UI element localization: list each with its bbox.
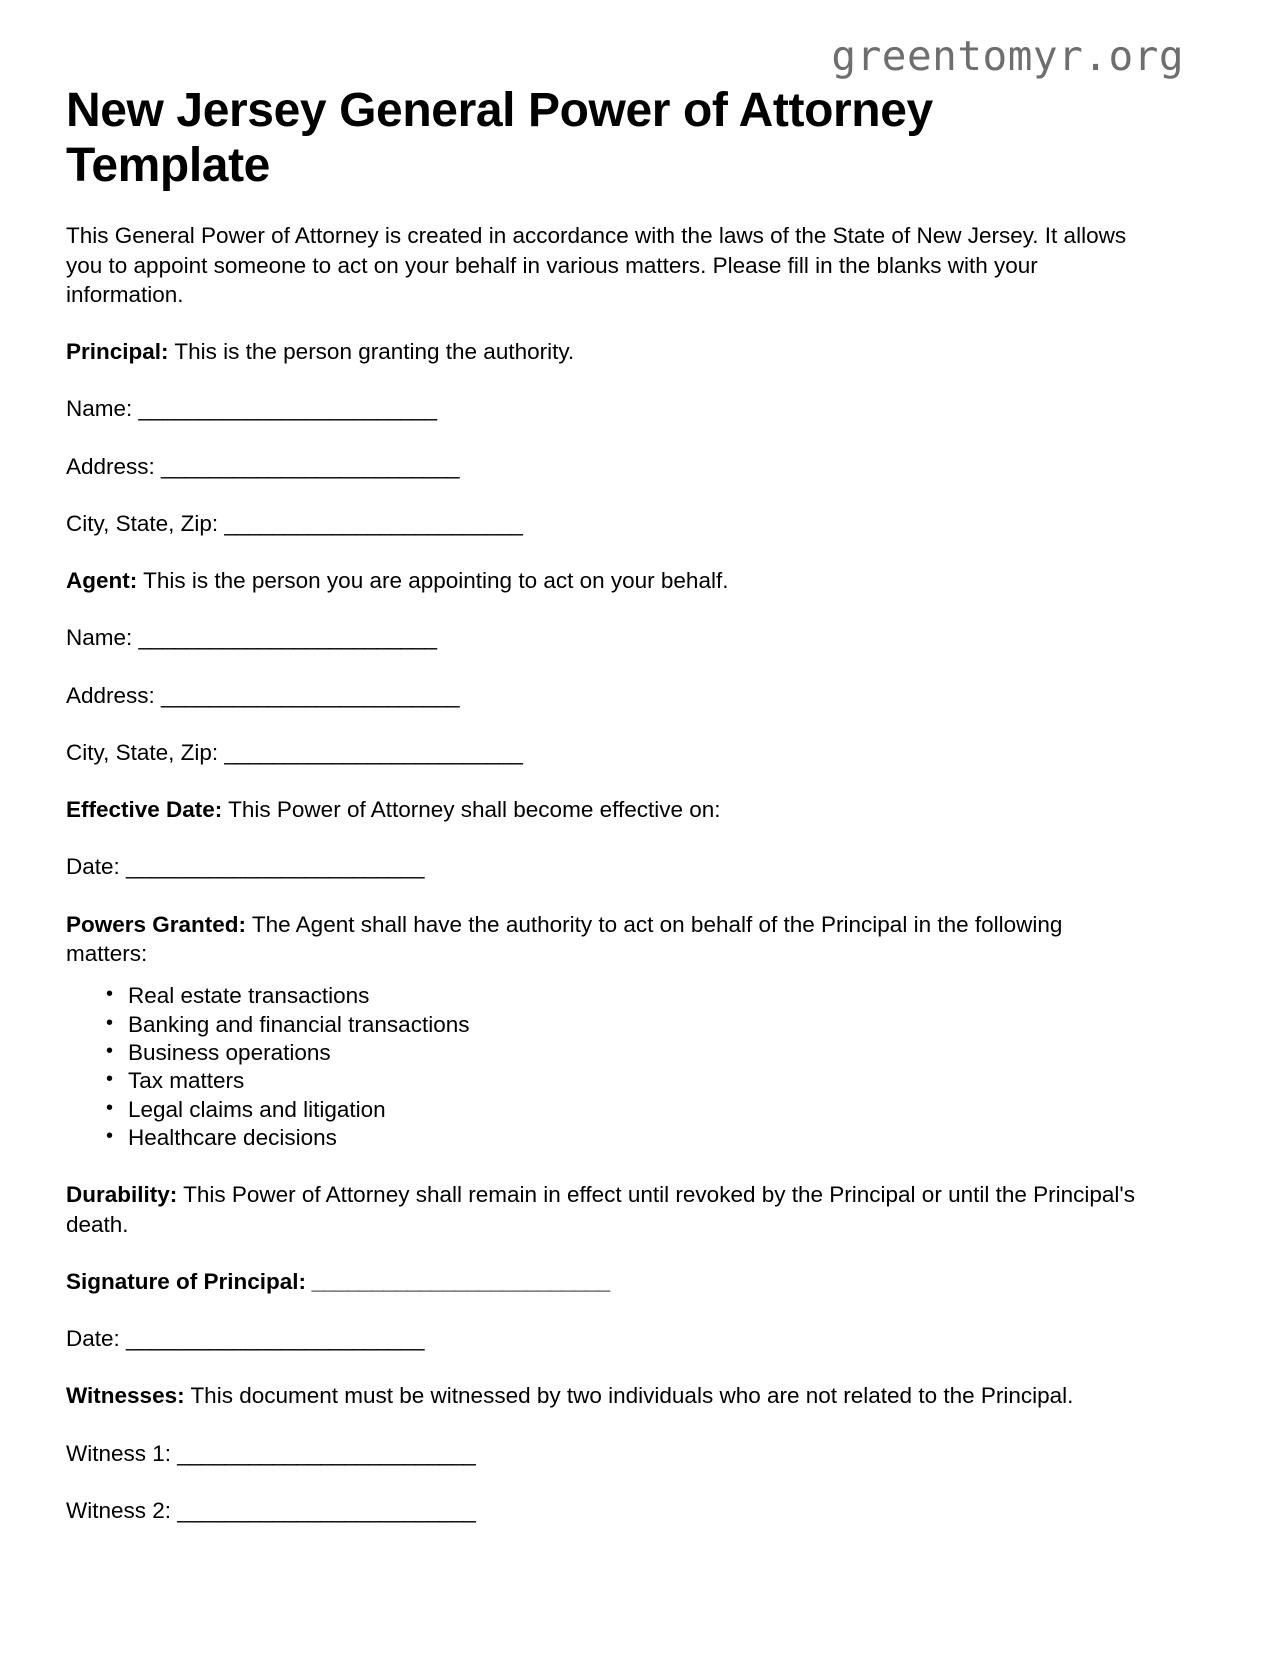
principal-name-label: Name: xyxy=(66,396,139,422)
page-title: New Jersey General Power of Attorney Template xyxy=(66,84,933,192)
witnesses-heading xyxy=(66,1353,1141,1410)
agent-address-blank[interactable]: _________________________ xyxy=(161,682,459,708)
list-item xyxy=(66,1067,1141,1095)
signature-of-principal-blank[interactable]: _________________________ xyxy=(306,1268,610,1294)
agent-citystatezip-blank[interactable]: _________________________ xyxy=(224,739,523,765)
principal-description: This is the person granting the authority. xyxy=(168,339,575,365)
power-item-label: Banking and financial transactions xyxy=(128,1011,470,1037)
principal-address-field xyxy=(66,424,1141,481)
list-item xyxy=(66,1011,1141,1039)
powers-granted-list xyxy=(66,968,1141,1152)
witnesses-label: Witnesses: xyxy=(66,1383,185,1409)
principal-citystatezip-field xyxy=(66,481,1141,538)
list-item xyxy=(66,1039,1141,1067)
witness-2-field xyxy=(66,1468,1141,1525)
agent-name-field xyxy=(66,595,1141,652)
agent-name-blank[interactable]: _________________________ xyxy=(138,625,437,651)
list-item xyxy=(66,982,1141,1010)
power-item-label: Business operations xyxy=(128,1039,331,1065)
durability-label: Durability: xyxy=(66,1182,178,1208)
agent-name-label: Name: xyxy=(66,625,139,651)
site-watermark: greentomyr.org xyxy=(831,32,1184,80)
agent-label: Agent: xyxy=(66,568,138,594)
principal-name-blank[interactable]: _________________________ xyxy=(138,396,437,422)
agent-citystatezip-label: City, State, Zip: xyxy=(66,739,225,765)
document-content xyxy=(66,0,1141,1525)
effective-date-field xyxy=(66,824,1141,881)
witness-2-label: Witness 2: xyxy=(66,1497,178,1523)
agent-address-field xyxy=(66,653,1141,710)
list-item xyxy=(66,1096,1141,1124)
power-item-label: Tax matters xyxy=(128,1068,245,1094)
principal-heading xyxy=(66,309,1141,366)
signature-of-principal-label: Signature of Principal: xyxy=(66,1268,307,1294)
list-item xyxy=(66,1124,1141,1152)
signature-of-principal-field xyxy=(66,1239,1141,1296)
durability-description: This Power of Attorney shall remain in effect until revoked by the Principal or until the Principal's death. xyxy=(66,1182,1135,1237)
effective-date-field-label: Date: xyxy=(66,854,127,880)
durability-heading xyxy=(66,1152,1141,1239)
signature-date-blank[interactable]: _________________________ xyxy=(126,1326,424,1351)
witness-2-blank[interactable]: _________________________ xyxy=(177,1497,476,1523)
witness-1-label: Witness 1: xyxy=(66,1440,178,1466)
principal-citystatezip-label: City, State, Zip: xyxy=(66,510,225,536)
signature-date-field xyxy=(66,1296,1141,1353)
signature-date-label: Date: xyxy=(66,1326,127,1351)
principal-name-field xyxy=(66,366,1141,423)
powers-granted-heading xyxy=(66,882,1141,969)
effective-date-description: This Power of Attorney shall become effective on: xyxy=(222,797,721,823)
power-item-label: Healthcare decisions xyxy=(128,1124,337,1150)
witnesses-description: This document must be witnessed by two individuals who are not related to the Principal. xyxy=(184,1383,1074,1409)
agent-description: This is the person you are appointing to act on your behalf. xyxy=(137,568,729,594)
powers-granted-label: Powers Granted: xyxy=(66,911,247,937)
witness-1-blank[interactable]: _________________________ xyxy=(177,1440,476,1466)
effective-date-blank[interactable]: _________________________ xyxy=(126,854,424,880)
agent-heading xyxy=(66,538,1141,595)
effective-date-label: Effective Date: xyxy=(66,797,223,823)
powers-granted-description: The Agent shall have the authority to act on behalf of the Principal in the following matters: xyxy=(66,911,1063,966)
witness-1-field xyxy=(66,1411,1141,1468)
agent-address-label: Address: xyxy=(66,682,162,708)
principal-address-blank[interactable]: _________________________ xyxy=(161,453,459,479)
principal-citystatezip-blank[interactable]: _________________________ xyxy=(224,510,523,536)
principal-label: Principal: xyxy=(66,339,169,365)
agent-citystatezip-field xyxy=(66,710,1141,767)
power-item-label: Real estate transactions xyxy=(128,983,370,1009)
intro-paragraph: This General Power of Attorney is created in accordance with the laws of the State of New Jersey. It allows you to appoint someone to act on your behalf in various matters. Please fill in the blanks with your information. xyxy=(66,223,1127,307)
principal-address-label: Address: xyxy=(66,453,162,479)
power-item-label: Legal claims and litigation xyxy=(128,1096,386,1122)
effective-date-heading xyxy=(66,767,1141,824)
